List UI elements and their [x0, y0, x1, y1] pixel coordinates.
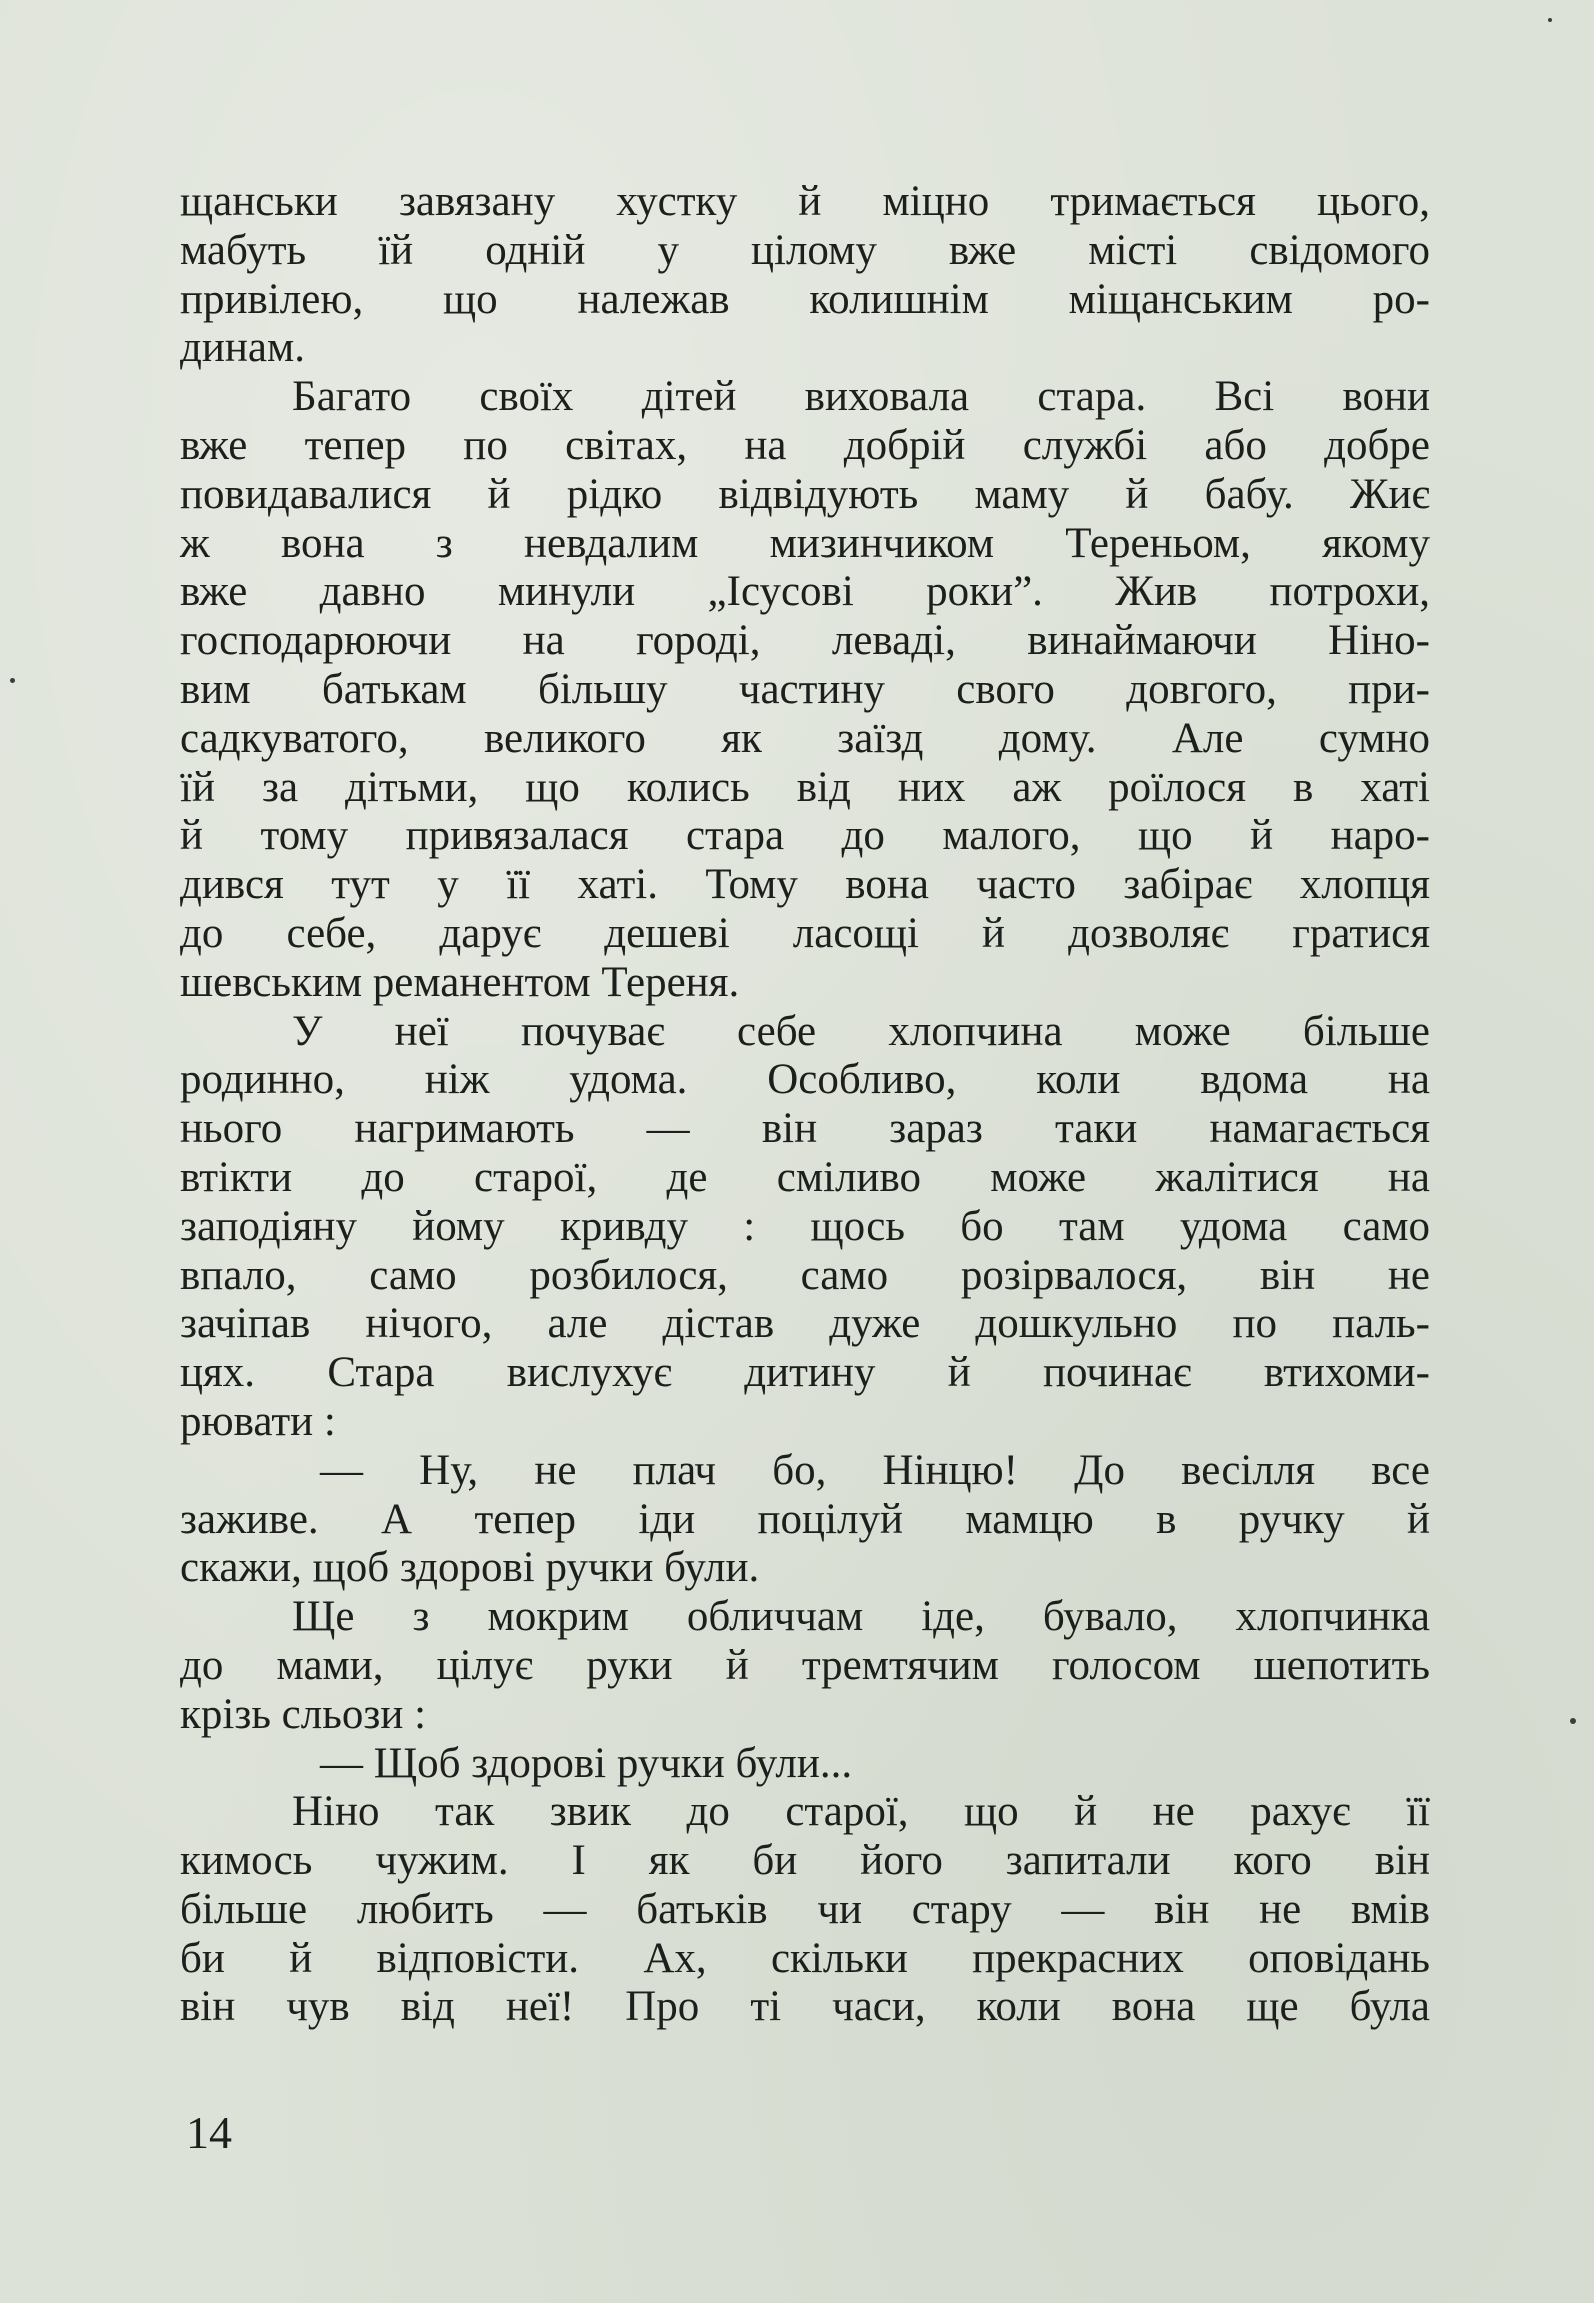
text-line: динам.	[180, 324, 305, 372]
text-line: шевським реманентом Тереня.	[180, 958, 740, 1006]
text-line: втікти до старої, де сміливо може жалітися на	[180, 1153, 1430, 1201]
paper-speck	[1548, 18, 1552, 22]
text-line: Багато своїх дітей виховала стара. Всі вони	[292, 373, 1430, 421]
text-line: би й відповісти. Ах, скільки прекрасних оповідань	[180, 1934, 1430, 1982]
text-line: садкуватого, великого як заїзд дому. Але сумно	[180, 714, 1430, 762]
body-text	[180, 178, 1430, 2032]
text-line: й тому привязалася стара до малого, що й наро-	[180, 812, 1430, 860]
text-line: вже давно минули „Ісусові роки”. Жив потрохи,	[180, 568, 1430, 616]
text-line: повидавалися й рідко відвідують маму й бабу. Жиє	[180, 470, 1430, 518]
text-line: привілею, що належав колишнім міщанським ро-	[180, 275, 1430, 323]
text-line: заподіяну йому кривду : щось бо там удома само	[180, 1202, 1430, 1250]
text-line: щанськи завязану хустку й міцно тримається цього,	[180, 178, 1430, 225]
text-line: — Ну, не плач бо, Нінцю! До весілля все	[320, 1446, 1430, 1494]
text-line: родинно, ніж удома. Особливо, коли вдома на	[180, 1056, 1430, 1104]
text-line: впало, само розбилося, само розірвалося, він не	[180, 1251, 1430, 1299]
text-line: У неї почуває себе хлопчина може більше	[292, 1007, 1430, 1055]
text-line: більше любить — батьків чи стару — він не вмів	[180, 1885, 1430, 1933]
page-number: 14	[186, 2107, 232, 2158]
text-line: мабуть їй одній у цілому вже місті свідомого	[180, 226, 1430, 274]
text-line: господарюючи на городі, леваді, винаймаючи Ніно-	[180, 617, 1430, 665]
text-line: Ніно так звик до старої, що й не рахує її	[292, 1788, 1430, 1836]
text-line: дився тут у її хаті. Тому вона часто забірає хлопця	[180, 861, 1430, 909]
text-line: — Щоб здорові ручки були...	[320, 1739, 853, 1787]
text-line: скажи, щоб здорові ручки були.	[180, 1544, 760, 1592]
text-line: цях. Стара вислухує дитину й починає втихоми-	[180, 1349, 1430, 1397]
text-line: вим батькам більшу частину свого довгого, при-	[180, 665, 1430, 713]
text-line: крізь сльози :	[180, 1690, 427, 1738]
text-line: Ще з мокрим обличчам іде, бувало, хлопчинка	[292, 1593, 1430, 1641]
text-line: кимось чужим. І як би його запитали кого він	[180, 1837, 1430, 1885]
text-line: заживе. А тепер іди поцілуй мамцю в ручку й	[180, 1495, 1430, 1543]
text-line: до мами, цілує руки й тремтячим голосом шепотить	[180, 1641, 1430, 1689]
text-line: ж вона з невдалим мизинчиком Тереньом, якому	[180, 519, 1430, 567]
text-line: нього нагримають — він зараз таки намагається	[180, 1105, 1430, 1153]
paper-speck	[1570, 1718, 1576, 1724]
paper-speck	[10, 678, 15, 683]
text-line: до себе, дарує дешеві ласощі й дозволяє гратися	[180, 909, 1430, 957]
text-line: зачіпав нічого, але дістав дуже дошкульно по паль-	[180, 1300, 1430, 1348]
text-line: він чув від неї! Про ті часи, коли вона ще була	[180, 1983, 1430, 2031]
text-line: їй за дітьми, що колись від них аж роїлося в хаті	[180, 763, 1430, 811]
text-line: рювати :	[180, 1397, 336, 1445]
text-line: вже тепер по світах, на добрій службі або добре	[180, 421, 1430, 469]
